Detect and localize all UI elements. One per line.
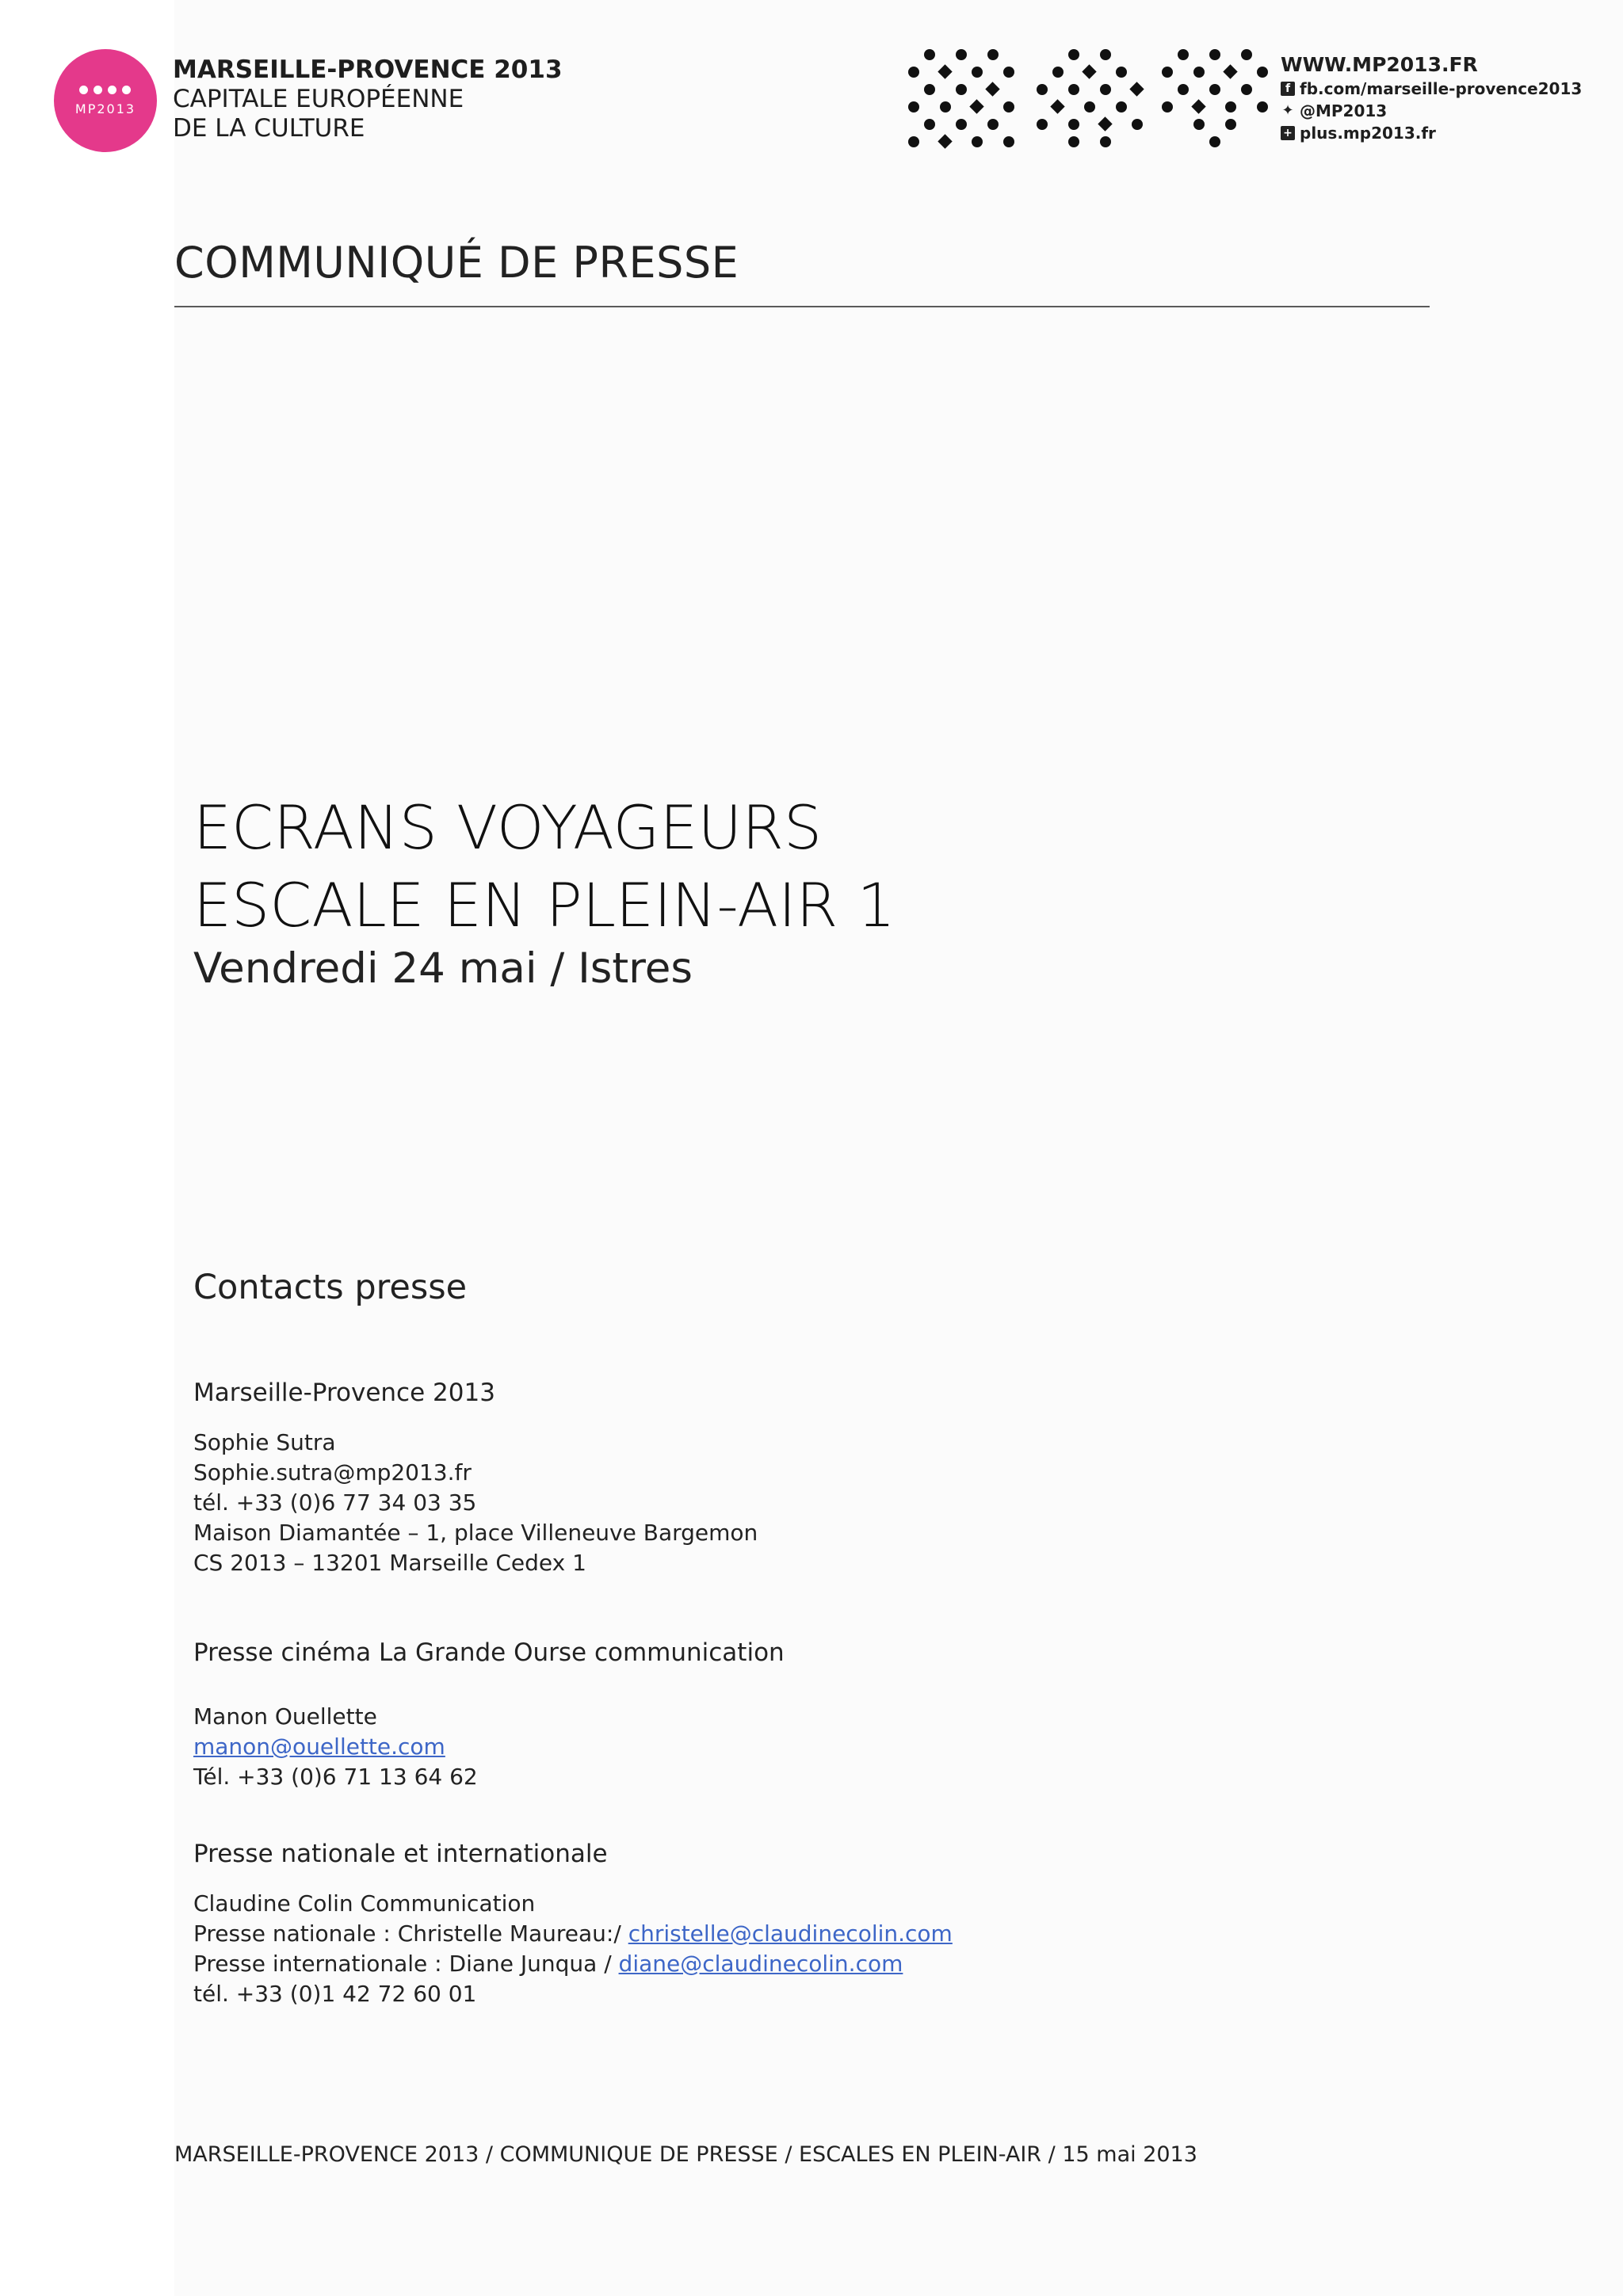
ornament-dot	[1257, 67, 1268, 78]
ornament-dot	[1209, 136, 1220, 147]
ornament-dot	[987, 119, 999, 130]
national-contact-block	[193, 1889, 953, 2009]
ornament-dot	[1037, 84, 1048, 95]
ornament-dot	[1116, 101, 1127, 113]
header-divider	[174, 306, 1430, 307]
brand-subtitle-2: DE LA CULTURE	[173, 114, 365, 143]
ornament-dot	[1037, 119, 1048, 130]
international-press-email-link[interactable]: diane@claudinecolin.com	[618, 1951, 903, 1977]
ornament-dot	[938, 134, 952, 148]
ornament-dot	[1068, 136, 1079, 147]
event-date: Vendredi 24 mai / Istres	[193, 944, 693, 993]
ornament-dot	[940, 101, 951, 113]
ornament-dot	[1068, 84, 1079, 95]
ornament-dot	[1225, 101, 1236, 113]
dot-ornament-icon	[908, 49, 1019, 160]
ornament-dot	[956, 84, 967, 95]
ornament-dot	[972, 67, 983, 78]
ornament-dot	[1068, 49, 1079, 60]
facebook-icon: f	[1281, 82, 1295, 96]
facebook-row[interactable]	[1281, 78, 1582, 100]
dot-ornament-icon	[1037, 49, 1148, 160]
national-contact-title: Presse nationale et internationale	[193, 1840, 608, 1868]
ornament-dot	[1209, 49, 1220, 60]
ornament-dot	[1193, 119, 1205, 130]
ornament-dot	[1162, 101, 1173, 113]
ornament-dot	[1116, 67, 1127, 78]
ornament-dot	[924, 49, 935, 60]
mp2013-contact-title: Marseille-Provence 2013	[193, 1379, 495, 1407]
ornament-dot	[1241, 84, 1252, 95]
ornament-dot	[1082, 64, 1096, 78]
brand-block	[173, 55, 563, 143]
ornament-dot	[1209, 84, 1220, 95]
contact-email-link[interactable]: manon@ouellette.com	[193, 1733, 445, 1760]
contact-address-line-2: CS 2013 – 13201 Marseille Cedex 1	[193, 1550, 586, 1576]
ornament-dot	[1225, 119, 1236, 130]
website-link[interactable]: WWW.MP2013.FR	[1281, 53, 1478, 76]
contacts-heading: Contacts presse	[193, 1268, 468, 1307]
ornament-dot	[969, 99, 983, 113]
ornament-dot	[924, 84, 935, 95]
web-links	[1281, 52, 1582, 144]
ornament-dot	[956, 119, 967, 130]
contact-email[interactable]: Sophie.sutra@mp2013.fr	[193, 1459, 472, 1486]
ornament-dot	[938, 64, 952, 78]
ornament-dot	[908, 136, 919, 147]
mp2013-logo	[54, 49, 157, 152]
ornament-dot	[1132, 119, 1143, 130]
ornament-dot	[1068, 119, 1079, 130]
ornament-dot	[1003, 67, 1014, 78]
ornament-dot	[1100, 49, 1111, 60]
ornament-dot	[956, 49, 967, 60]
plus-link[interactable]: plus.mp2013.fr	[1300, 124, 1436, 143]
ornament-dot	[1100, 84, 1111, 95]
event-title-line-2: ESCALE EN PLEIN-AIR 1	[193, 870, 896, 940]
contact-name: Sophie Sutra	[193, 1429, 336, 1455]
national-press-line	[193, 1919, 953, 1949]
contact-phone: tél. +33 (0)1 42 72 60 01	[193, 1981, 477, 2007]
event-title	[193, 789, 896, 944]
ornament-dot	[924, 119, 935, 130]
ornament-dot	[1003, 101, 1014, 113]
plus-icon: +	[1281, 126, 1295, 140]
ornament-dot	[1191, 99, 1205, 113]
cinema-contact-title: Presse cinéma La Grande Ourse communication	[193, 1638, 785, 1667]
international-press-line	[193, 1949, 953, 1979]
twitter-icon: ✦	[1281, 102, 1294, 119]
mp2013-contact-block	[193, 1428, 758, 1578]
national-press-label: Presse nationale : Christelle Maureau:/	[193, 1920, 628, 1947]
ornament-dot	[1193, 67, 1205, 78]
ornament-dot	[972, 136, 983, 147]
ornament-dot	[908, 67, 919, 78]
document-type-heading: COMMUNIQUÉ DE PRESSE	[174, 238, 739, 288]
ornament-dot	[1050, 99, 1064, 113]
ornament-dot	[1100, 136, 1111, 147]
ornament-dot	[1084, 101, 1095, 113]
ornament-dot	[1162, 67, 1173, 78]
logo-dots-icon	[79, 86, 132, 95]
ornament-dot	[1257, 101, 1268, 113]
ornament-dot	[1052, 67, 1064, 78]
dot-heart-ornament-icon	[1162, 49, 1273, 160]
international-press-label: Presse internationale : Diane Junqua /	[193, 1951, 619, 1977]
ornament-dot	[1241, 49, 1252, 60]
facebook-link[interactable]: fb.com/marseille-provence2013	[1300, 79, 1583, 98]
twitter-row[interactable]	[1281, 100, 1582, 122]
event-title-line-1: ECRANS VOYAGEURS	[193, 792, 823, 863]
cinema-contact-block	[193, 1702, 478, 1792]
page-footer: MARSEILLE-PROVENCE 2013 / COMMUNIQUE DE PRESSE / ESCALES EN PLEIN-AIR / 15 mai 2013	[174, 2142, 1197, 2167]
contact-name: Manon Ouellette	[193, 1703, 377, 1730]
ornament-dot	[987, 49, 999, 60]
ornament-dot	[908, 101, 919, 113]
plus-row[interactable]	[1281, 122, 1582, 144]
twitter-link[interactable]: @MP2013	[1300, 101, 1388, 120]
ornament-dot	[1223, 64, 1237, 78]
brand-subtitle-1: CAPITALE EUROPÉENNE	[173, 85, 464, 113]
agency-name: Claudine Colin Communication	[193, 1890, 536, 1917]
ornament-dot	[985, 82, 999, 96]
ornament-dot	[1178, 84, 1189, 95]
logo-text: MP2013	[74, 101, 136, 116]
ornament-dot	[1098, 116, 1112, 131]
ornament-dot	[1129, 82, 1144, 96]
ornament-dot	[1178, 49, 1189, 60]
contact-phone: tél. +33 (0)6 77 34 03 35	[193, 1489, 477, 1516]
contact-phone: Tél. +33 (0)6 71 13 64 62	[193, 1764, 478, 1790]
ornament-dot	[1003, 136, 1014, 147]
brand-title: MARSEILLE-PROVENCE 2013	[173, 55, 563, 84]
contact-address-line-1: Maison Diamantée – 1, place Villeneuve Bargemon	[193, 1520, 758, 1546]
national-press-email-link[interactable]: christelle@claudinecolin.com	[628, 1920, 953, 1947]
